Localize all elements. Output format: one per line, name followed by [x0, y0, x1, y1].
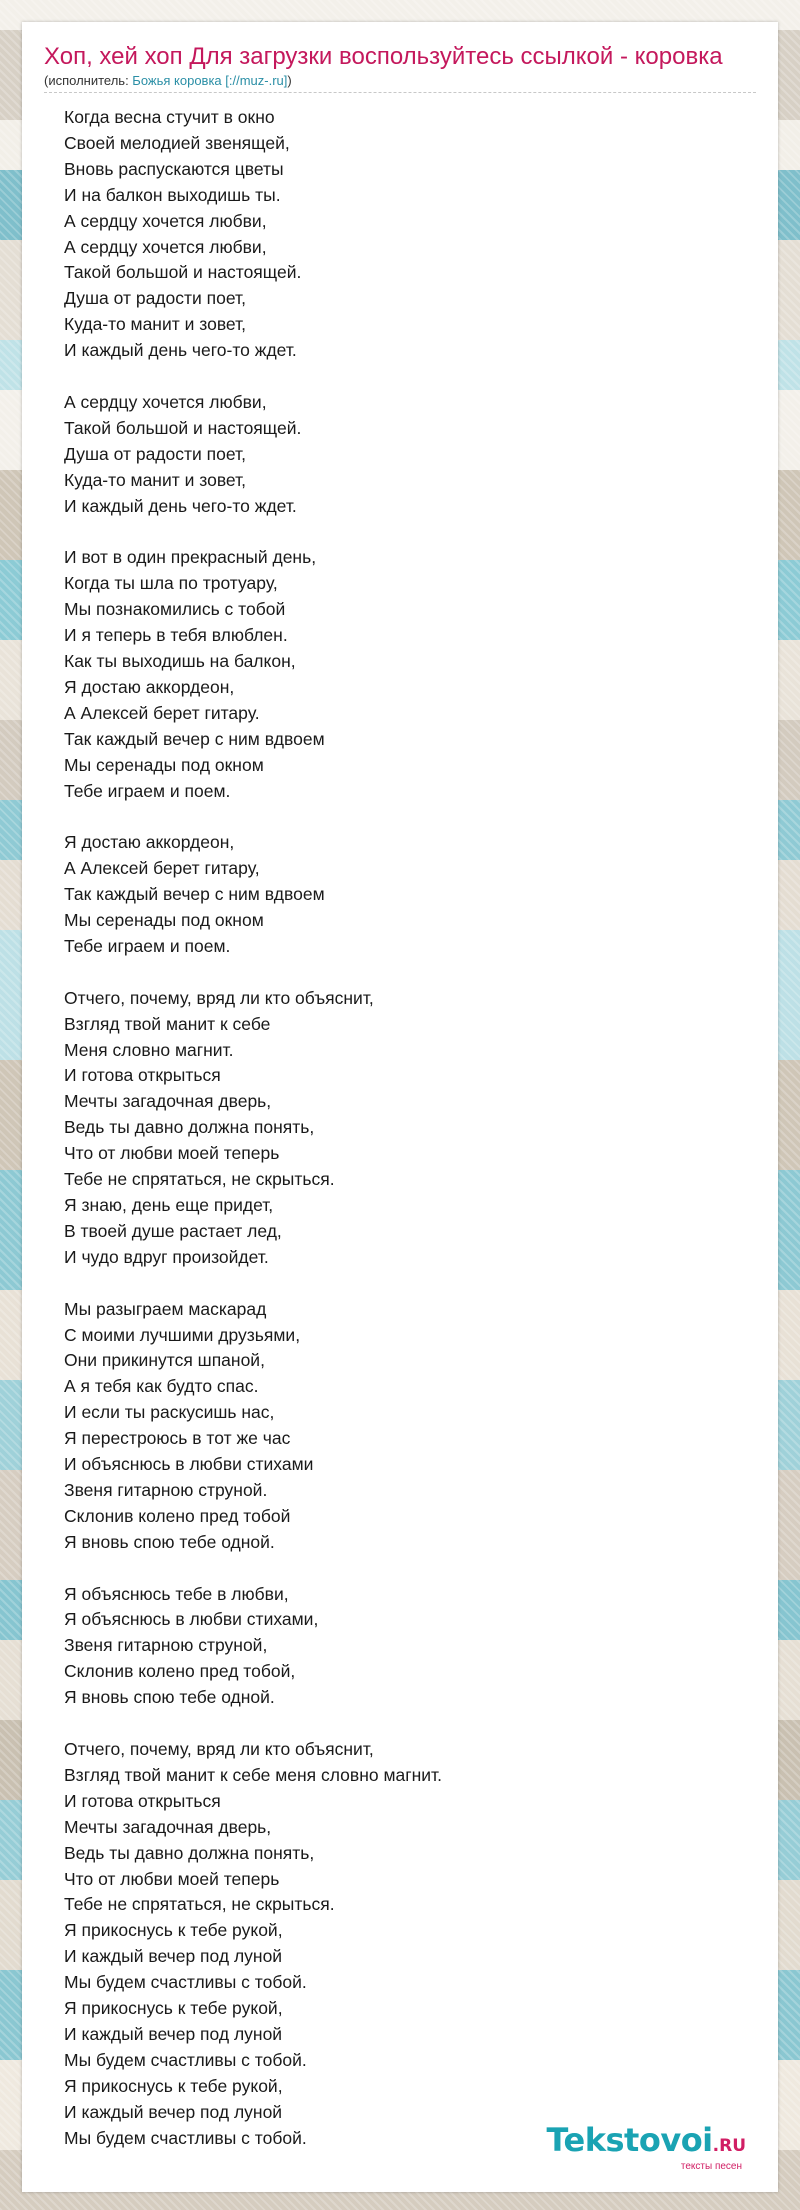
lyrics-line: Я объяснюсь в любви стихами,	[64, 1609, 319, 1630]
lyrics-line: Мечты загадочная дверь,	[64, 1091, 272, 1112]
lyrics-line: Куда-то манит и зовет,	[64, 469, 247, 490]
lyrics-line: Я прикоснусь к тебе рукой,	[64, 1998, 283, 2019]
lyrics-line: И готова открыться	[64, 1065, 221, 1086]
lyrics-line: Звеня гитарною струной.	[64, 1479, 268, 1500]
lyrics-line: Своей мелодией звенящей,	[64, 132, 290, 153]
lyrics-stanza	[64, 105, 756, 364]
lyrics-line: Меня словно магнит.	[64, 1039, 234, 1060]
lyrics-line: Ведь ты давно должна понять,	[64, 1842, 315, 1863]
lyrics-line: Душа от радости поет,	[64, 443, 246, 464]
lyrics-line: Тебе играем и поем.	[64, 780, 231, 801]
lyrics-stanza	[64, 830, 756, 960]
lyrics-line: В твоей душе растает лед,	[64, 1220, 282, 1241]
lyrics-line: Мы будем счастливы с тобой.	[64, 1972, 307, 1993]
lyrics-stanza	[64, 390, 756, 520]
lyrics-line: И каждый день чего-то ждет.	[64, 340, 297, 361]
lyrics-line: Взгляд твой манит к себе меня словно магнит.	[64, 1764, 442, 1785]
lyrics-line: И каждый вечер под луной	[64, 2101, 283, 2122]
lyrics-line: Так каждый вечер с ним вдвоем	[64, 728, 325, 749]
lyrics-line: Что от любви моей теперь	[64, 1868, 280, 1889]
artist-link[interactable]: Божья коровка [://muz-.ru]	[132, 73, 288, 88]
lyrics-stanza	[64, 1297, 756, 1556]
lyrics-body	[44, 105, 756, 2151]
lyrics-line: Я прикоснусь к тебе рукой,	[64, 2075, 283, 2096]
lyrics-line: Я прикоснусь к тебе рукой,	[64, 1920, 283, 1941]
lyrics-line: Я достаю аккордеон,	[64, 832, 235, 853]
lyrics-line: Такой большой и настоящей.	[64, 417, 302, 438]
lyrics-line: Ведь ты давно должна понять,	[64, 1117, 315, 1138]
lyrics-card	[22, 22, 778, 2192]
lyrics-line: И вот в один прекрасный день,	[64, 547, 317, 568]
lyrics-line: А Алексей берет гитару.	[64, 702, 260, 723]
logo-tagline: тексты песен	[680, 2161, 742, 2172]
lyrics-line: Мы познакомились с тобой	[64, 599, 286, 620]
lyrics-line: Куда-то манит и зовет,	[64, 314, 247, 335]
lyrics-stanza	[64, 1737, 756, 2152]
lyrics-line: Мы разыграем маскарад	[64, 1298, 267, 1319]
site-logo[interactable]	[546, 2123, 746, 2172]
lyrics-stanza	[64, 986, 756, 1271]
logo-wordmark	[546, 2123, 746, 2163]
lyrics-line: И каждый день чего-то ждет.	[64, 495, 297, 516]
lyrics-line: Мы серенады под окном	[64, 910, 264, 931]
lyrics-line: А сердцу хочется любви,	[64, 210, 267, 231]
lyrics-line: Отчего, почему, вряд ли кто объяснит,	[64, 1738, 374, 1759]
lyrics-line: И на балкон выходишь ты.	[64, 184, 281, 205]
lyrics-line: Я вновь спою тебе одной.	[64, 1531, 275, 1552]
lyrics-line: Я вновь спою тебе одной.	[64, 1687, 275, 1708]
logo-tld: .RU	[712, 2136, 746, 2156]
lyrics-line: И объяснюсь в любви стихами	[64, 1454, 314, 1475]
lyrics-line: Тебе не спрятаться, не скрыться.	[64, 1169, 335, 1190]
artist-byline	[44, 73, 756, 93]
lyrics-line: Когда ты шла по тротуару,	[64, 573, 278, 594]
lyrics-line: Так каждый вечер с ним вдвоем	[64, 884, 325, 905]
lyrics-stanza	[64, 1582, 756, 1712]
lyrics-line: Они прикинутся шпаной,	[64, 1350, 265, 1371]
lyrics-line: А сердцу хочется любви,	[64, 236, 267, 257]
lyrics-line: И я теперь в тебя влюблен.	[64, 625, 288, 646]
lyrics-line: И чудо вдруг произойдет.	[64, 1246, 269, 1267]
lyrics-line: Что от любви моей теперь	[64, 1143, 280, 1164]
lyrics-line: И каждый вечер под луной	[64, 1946, 283, 1967]
lyrics-line: Душа от радости поет,	[64, 288, 246, 309]
lyrics-stanza	[64, 545, 756, 804]
lyrics-line: Тебе играем и поем.	[64, 935, 231, 956]
byline-prefix: (исполнитель:	[44, 73, 133, 88]
logo-name: Tekstovoi	[546, 2121, 713, 2159]
lyrics-line: Склонив колено пред тобой	[64, 1505, 291, 1526]
page-title: Хоп, хей хоп Для загрузки воспользуйтесь ссылкой - коровка	[44, 43, 723, 70]
lyrics-line: Как ты выходишь на балкон,	[64, 651, 296, 671]
lyrics-line: Такой большой и настоящей.	[64, 262, 302, 283]
lyrics-line: С моими лучшими друзьями,	[64, 1324, 301, 1345]
lyrics-line: Мы будем счастливы с тобой.	[64, 2127, 307, 2148]
lyrics-line: И каждый вечер под луной	[64, 2023, 283, 2044]
lyrics-line: И если ты раскусишь нас,	[64, 1402, 275, 1423]
lyrics-line: И готова открыться	[64, 1790, 221, 1811]
lyrics-line: Мы будем счастливы с тобой.	[64, 2049, 307, 2070]
lyrics-line: Я достаю аккордеон,	[64, 676, 235, 697]
lyrics-line: Мы серенады под окном	[64, 754, 264, 775]
lyrics-line: Мечты загадочная дверь,	[64, 1816, 272, 1837]
lyrics-line: Тебе не спрятаться, не скрыться.	[64, 1894, 335, 1915]
lyrics-line: Взгляд твой манит к себе	[64, 1013, 271, 1034]
lyrics-line: Отчего, почему, вряд ли кто объяснит,	[64, 987, 374, 1008]
lyrics-line: Я объяснюсь тебе в любви,	[64, 1583, 289, 1604]
byline-suffix: )	[287, 73, 292, 88]
lyrics-line: А Алексей берет гитару,	[64, 858, 260, 879]
lyrics-line: Звеня гитарною струной,	[64, 1635, 268, 1656]
lyrics-line: Склонив колено пред тобой,	[64, 1661, 296, 1682]
lyrics-line: А я тебя как будто спас.	[64, 1376, 259, 1397]
lyrics-line: Когда весна стучит в окно	[64, 107, 275, 127]
lyrics-line: Я знаю, день еще придет,	[64, 1195, 274, 1215]
lyrics-line: А сердцу хочется любви,	[64, 391, 267, 412]
lyrics-line: Вновь распускаются цветы	[64, 158, 284, 179]
lyrics-line: Я перестроюсь в тот же час	[64, 1428, 291, 1449]
